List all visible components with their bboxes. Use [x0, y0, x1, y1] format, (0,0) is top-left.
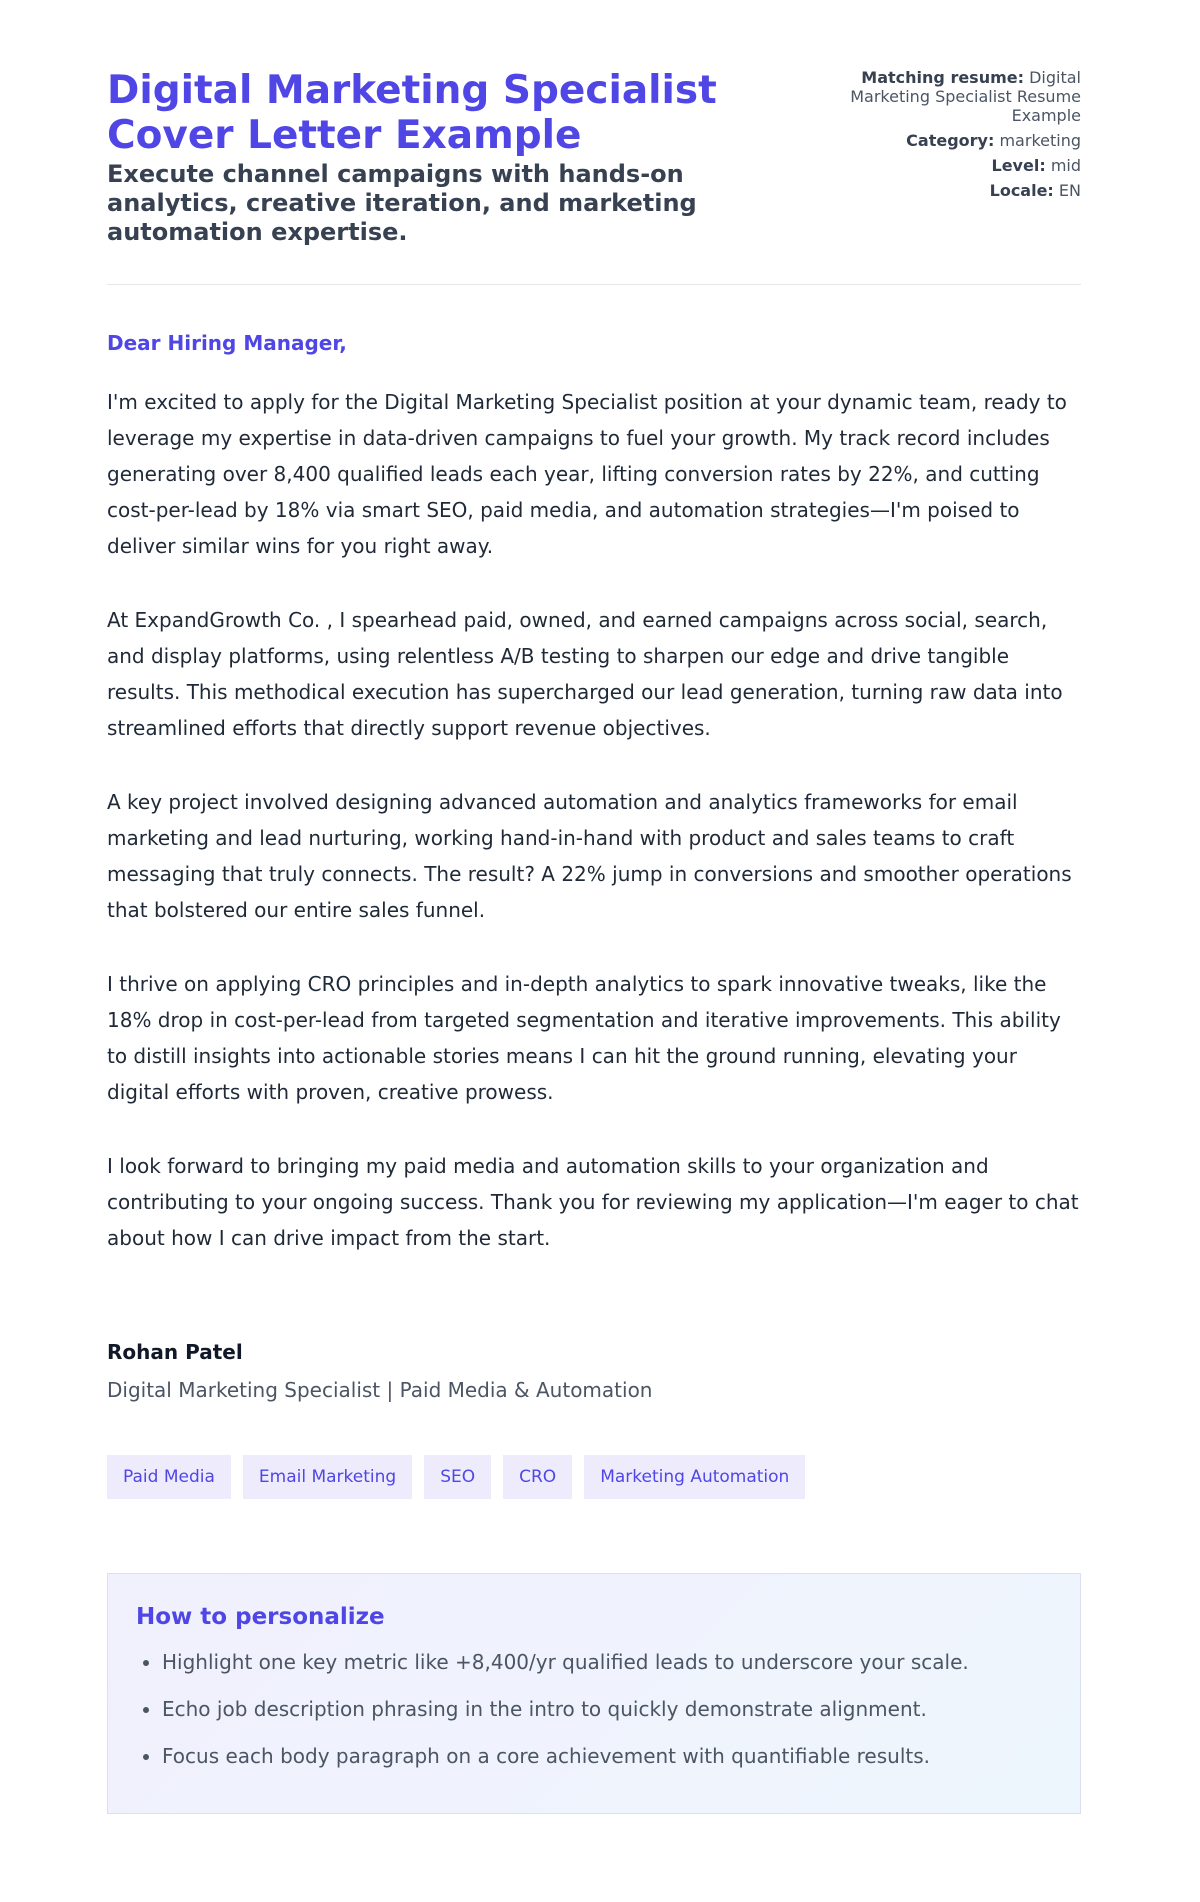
meta-label: Locale: — [989, 181, 1054, 200]
meta-value: mid — [1050, 156, 1081, 175]
meta-value: Digital Marketing Specialist Resume Example — [850, 68, 1081, 125]
tips-heading: How to personalize — [136, 1604, 385, 1630]
title-block — [107, 68, 747, 247]
page-header — [107, 68, 1081, 247]
tip-item: • Highlight one key metric like +8,400/yr qualified leads to underscore your scale. — [162, 1648, 1052, 1676]
skill-tag: Paid Media — [107, 1455, 231, 1499]
letter-paragraph: At ExpandGrowth Co. , I spearhead paid, owned, and earned campaigns across social, search, and display platforms, using relentless A/B testing to sharpen our edge and drive tangible results. This methodical execution has supercharged our lead generation, turning raw data into streamlined efforts that directly support revenue objectives. — [107, 608, 1063, 740]
salutation: Dear Hiring Manager, — [107, 331, 347, 355]
skill-tag: CRO — [503, 1455, 572, 1499]
divider — [107, 284, 1081, 285]
page-title: Digital Marketing Specialist Cover Letter Example — [107, 68, 717, 158]
skill-tags — [107, 1455, 1081, 1499]
meta-locale — [821, 181, 1081, 200]
letter-paragraph: A key project involved designing advanced automation and analytics frameworks for email marketing and lead nurturing, working hand-in-hand with product and sales teams to craft messaging that truly connects. The result? A 22% jump in conversions and smoother operations that bolstered our entire sales funnel. — [107, 790, 1072, 922]
tips-list — [136, 1648, 1052, 1770]
meta-label: Category: — [906, 131, 995, 150]
meta-info — [821, 68, 1081, 206]
meta-value: EN — [1058, 181, 1081, 200]
tip-item: • Focus each body paragraph on a core achievement with quantifiable results. — [162, 1742, 1052, 1770]
skill-tag: Email Marketing — [243, 1455, 412, 1499]
letter-paragraph: I look forward to bringing my paid media and automation skills to your organization and contributing to your ongoing success. Thank you for reviewing my application—I'm eager to chat about how I can drive impact from the start. — [107, 1154, 1079, 1250]
letter-paragraph: I thrive on applying CRO principles and in-depth analytics to spark innovative tweaks, like the 18% drop in cost-per-lead from targeted segmentation and iterative improvements. This ability to distill insights into actionable stories means I can hit the ground running, elevating your digital efforts with proven, creative prowess. — [107, 972, 1061, 1104]
cover-letter-page — [107, 68, 1081, 1814]
meta-matching-resume — [821, 68, 1081, 125]
letter-paragraph: I'm excited to apply for the Digital Marketing Specialist position at your dynamic team, ready to leverage my expertise in data-driven campaigns to fuel your growth. My track record includes generating over 8,400 qualified leads each year, lifting conversion rates by 22%, and cutting cost-per-lead by 18% via smart SEO, paid media, and automation strategies—I'm poised to deliver similar wins for you right away. — [107, 390, 1067, 558]
skill-tag: SEO — [424, 1455, 491, 1499]
meta-value: marketing — [999, 131, 1081, 150]
page-subtitle: Execute channel campaigns with hands-on analytics, creative iteration, and marketing automation expertise. — [107, 160, 697, 246]
meta-label: Matching resume: — [861, 68, 1025, 87]
signature-name: Rohan Patel — [107, 1340, 243, 1364]
skill-tag: Marketing Automation — [584, 1455, 805, 1499]
signature-title: Digital Marketing Specialist | Paid Media & Automation — [107, 1378, 653, 1402]
meta-category — [821, 131, 1081, 150]
meta-level — [821, 156, 1081, 175]
personalize-tips-box — [107, 1573, 1081, 1814]
tip-item: • Echo job description phrasing in the intro to quickly demonstrate alignment. — [162, 1695, 1052, 1723]
meta-label: Level: — [991, 156, 1046, 175]
